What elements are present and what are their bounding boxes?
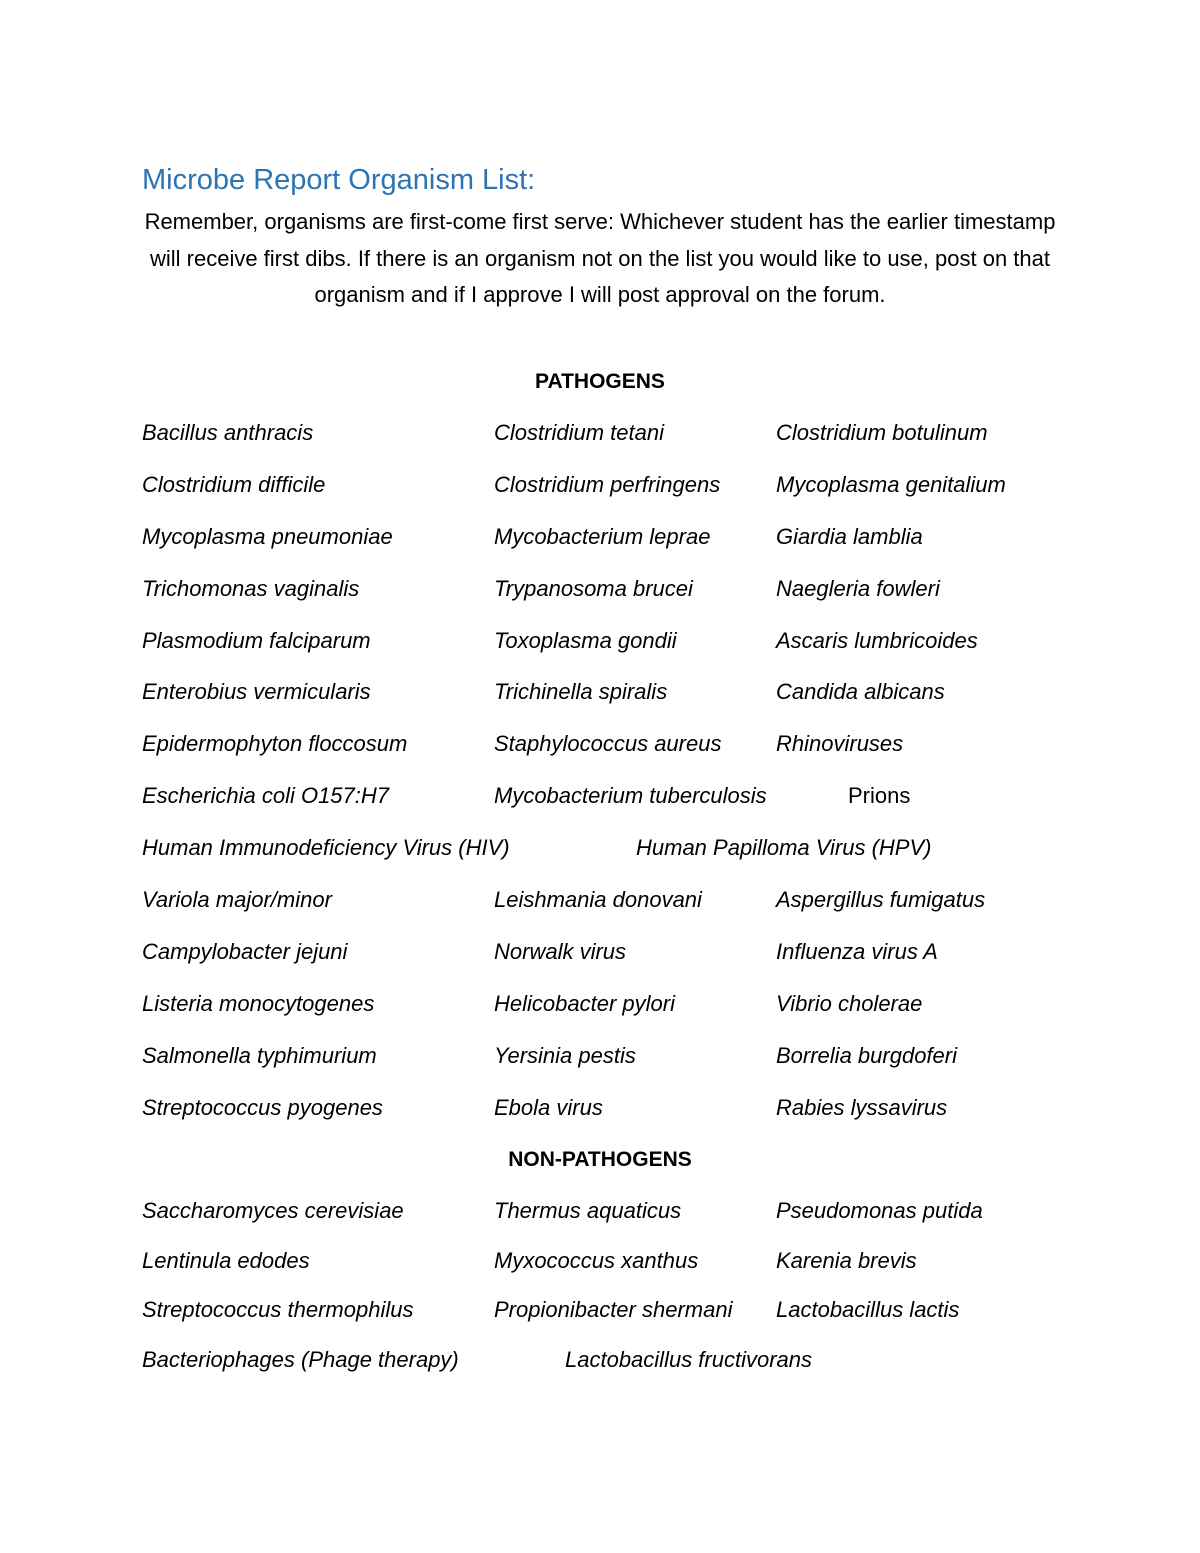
- organism-name: Ebola virus: [494, 1094, 603, 1120]
- organism-name: Lactobacillus lactis: [776, 1297, 960, 1322]
- organism-name: Lentinula edodes: [142, 1247, 310, 1273]
- organism-name: Yersinia pestis: [494, 1042, 636, 1068]
- organism-name: Thermus aquaticus: [494, 1198, 682, 1223]
- organism-name: Rabies lyssavirus: [776, 1094, 948, 1120]
- organism-name: Variola major/minor: [142, 887, 332, 913]
- organism-name: Helicobacter pylori: [494, 990, 675, 1016]
- organism-name: Pseudomonas putida: [776, 1198, 983, 1223]
- organism-name: Saccharomyces cerevisiae: [142, 1198, 404, 1223]
- organism-name: Plasmodium falciparum: [142, 627, 371, 653]
- organism-name: Karenia brevis: [776, 1247, 917, 1273]
- pathogens-list: [142, 420, 1082, 1146]
- organism-name: Listeria monocytogenes: [142, 990, 375, 1016]
- organism-name: Streptococcus thermophilus: [142, 1297, 414, 1322]
- organism-name: Mycobacterium leprae: [494, 523, 711, 549]
- organism-name: Myxococcus xanthus: [494, 1247, 699, 1273]
- list-row: [142, 472, 1082, 524]
- list-row: [142, 1248, 1082, 1298]
- organism-name: Norwalk virus: [494, 938, 627, 964]
- list-row: [142, 939, 1082, 991]
- organism-name: Candida albicans: [776, 679, 945, 705]
- organism-name: Human Immunodeficiency Virus (HIV): [142, 835, 510, 861]
- list-row: [142, 887, 1082, 939]
- list-row: [142, 1347, 1082, 1397]
- organism-name: Trichomonas vaginalis: [142, 575, 360, 601]
- organism-name: Vibrio cholerae: [776, 990, 923, 1016]
- pathogens-heading: PATHOGENS: [535, 370, 665, 393]
- organism-name: Naegleria fowleri: [776, 575, 940, 601]
- list-row: [142, 1095, 1082, 1147]
- organism-name: Mycoplasma pneumoniae: [142, 523, 393, 549]
- organism-name: Bacteriophages (Phage therapy): [142, 1346, 459, 1372]
- organism-name: Rhinoviruses: [776, 731, 904, 757]
- organism-name: Staphylococcus aureus: [494, 731, 722, 757]
- organism-name: Clostridium botulinum: [776, 420, 988, 445]
- organism-name: Clostridium perfringens: [494, 471, 721, 497]
- organism-name: Salmonella typhimurium: [142, 1042, 377, 1068]
- organism-name: Enterobius vermicularis: [142, 679, 371, 705]
- list-row: [142, 524, 1082, 576]
- organism-name: Escherichia coli O157:H7: [142, 783, 390, 809]
- organism-name: Bacillus anthracis: [142, 420, 314, 445]
- organism-name: Borrelia burgdoferi: [776, 1042, 957, 1068]
- list-row: [142, 1198, 1082, 1248]
- list-row: [142, 628, 1082, 680]
- list-row: [142, 1297, 1082, 1347]
- organism-name: Trichinella spiralis: [494, 679, 668, 705]
- organism-name: Clostridium difficile: [142, 471, 326, 497]
- list-row: [142, 731, 1082, 783]
- organism-name: Trypanosoma brucei: [494, 575, 693, 601]
- organism-name: Ascaris lumbricoides: [776, 627, 978, 653]
- list-row: [142, 1043, 1082, 1095]
- organism-name: Clostridium tetani: [494, 420, 664, 445]
- organism-name: Streptococcus pyogenes: [142, 1094, 383, 1120]
- intro-paragraph: Remember, organisms are first-come first serve: Whichever student has the earlier timestamp will receive first dibs. If there is an organism not on the list you would like to use, post on that organism and if I approve I will post approval on the forum.: [144, 209, 1056, 307]
- organism-name: Mycoplasma genitalium: [776, 471, 1006, 497]
- organism-name: Influenza virus A: [776, 938, 938, 964]
- list-row: [142, 420, 1082, 472]
- page-title: Microbe Report Organism List:: [142, 164, 536, 196]
- organism-name: Propionibacter shermani: [494, 1297, 733, 1322]
- organism-name: Campylobacter jejuni: [142, 938, 348, 964]
- organism-name: Toxoplasma gondii: [494, 627, 677, 653]
- nonpathogens-list: [142, 1198, 1082, 1396]
- list-row: [142, 835, 1082, 887]
- organism-name: Epidermophyton floccosum: [142, 731, 408, 757]
- nonpathogens-heading: NON-PATHOGENS: [508, 1148, 692, 1171]
- list-row: [142, 991, 1082, 1043]
- organism-name: Mycobacterium tuberculosis: [494, 783, 767, 809]
- list-row: [142, 576, 1082, 628]
- organism-name: Lactobacillus fructivorans: [565, 1346, 813, 1372]
- organism-name: Aspergillus fumigatus: [776, 887, 986, 913]
- list-row: [142, 783, 1082, 835]
- organism-name: Human Papilloma Virus (HPV): [636, 835, 932, 861]
- organism-name: Giardia lamblia: [776, 523, 923, 549]
- list-row: [142, 679, 1082, 731]
- organism-name: Prions: [848, 783, 911, 809]
- organism-name: Leishmania donovani: [494, 887, 702, 913]
